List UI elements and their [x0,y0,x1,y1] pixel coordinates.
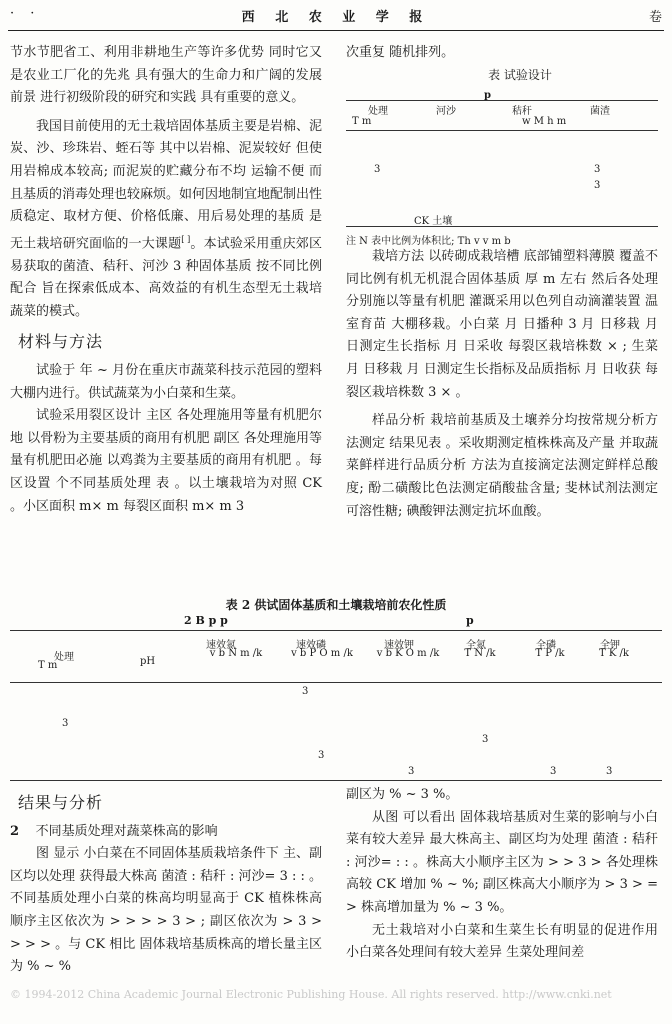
table-cell: 3 [550,766,557,777]
section-heading-results: 结果与分析 [18,793,104,812]
table-2-caption: 表 2 供试固体基质和土壤栽培前农化性质 [225,598,447,612]
reference-mark: [ ] [181,234,191,244]
section-heading-methods: 材料与方法 [18,332,104,352]
table-rule [346,130,658,131]
journal-title: 西 北 农 业 学 报 [241,10,431,25]
table-cell: 3 [594,180,601,191]
table-cell: 3 [606,766,613,777]
results-right-column [346,784,658,965]
paragraph [10,116,322,324]
table-rule [10,630,662,631]
table-cell: 3 [408,766,415,777]
table-header: 秸秆 [512,106,532,117]
table-header: 河沙 [436,106,456,117]
table-unit: v b N m /k [209,648,263,659]
table-header: 速效氮 [206,640,236,651]
paragraph: 样品分析 栽培前基质及土壤养分均按常规分析方法测定 结果见表 。采收期测定植株株高及产量 并取蔬菜鲜样进行品质分析 方法为直接滴定法测定鲜样总酸度; 酚二磺酸比色法测定硝酸盐含量; 斐林试剂法测定可溶性糖; 碘酸钾法测定抗坏血酸。 [346,413,658,519]
table-1 [346,66,664,83]
table-rule [346,226,658,227]
table-cell: 3 [374,164,381,175]
paragraph-text: 我国目前使用的无土栽培固体基质主要是岩棉、泥炭、沙、珍珠岩、蛭石等 其中以岩棉、泥炭较好 但使用岩棉成本较高; 而泥炭的贮藏分布不均 运输不便 而且基质的消毒处理也较麻烦。如何因地制宜地配制出性质稳定、取材方便、价格低廉、用后易处理的基质 是无土栽培研究面临的一大课题 [10,118,323,252]
paragraph-text: 。本试验采用重庆郊区易获取的菌渣、秸秆、河沙 3 种固体基质 按不同比例配合 旨在探索低成本、高效益的有机生态型无土栽培蔬菜的模式。 [10,236,322,319]
table-unit: T m [38,660,58,671]
table-header: 速效钾 [384,640,414,651]
right-column-methods [346,246,658,523]
left-column [10,42,322,518]
paragraph: 从图 可以看出 固体栽培基质对生菜的影响与小白菜有较大差异 最大株高主、副区均为处理 菌渣 : 秸秆 : 河沙= : : 。株高大小顺序主区为 > > 3 > 各处理株高较 CK 增加 % ~ %; 副区株高大小顺序为 > 3 > = > 株高增加量为 % ~ 3 %。 [346,809,658,915]
table-header: 全磷 [536,640,556,651]
paragraph: 无土栽培对小白菜和生菜生长有明显的促进作用 小白菜各处理间有较大差异 生菜处理间差 [346,922,658,961]
table-cell: 3 [62,718,69,729]
paragraph: 试验采用裂区设计 主区 各处理施用等量有机肥尔地 以骨粉为主要基质的商用有机肥 副区 各处理施用等量有机肥田必施 以鸡粪为主要基质的商用有机肥 。每区设置 个不同基质处理 表 。以土壤栽培为对照 CK 。小区面积 m× m 每裂区面积 m× m 3 [10,408,322,514]
paragraph: 节水节肥省工、利用非耕地生产等许多优势 同时它又是农业工厂化的先兆 具有强大的生命力和广阔的发展前景 进行初级阶段的研究和实践 具有重要的意义。 [10,45,322,106]
table-header: 全氮 [466,640,486,651]
table-ck-row: CK 土壤 [414,216,453,227]
subsection-title: 不同基质处理对蔬菜株高的影响 [35,823,218,839]
table-cell: 3 [302,686,309,697]
table-unit: v b P O m /k [291,648,353,659]
table-caption: 表 试验设计 [488,68,552,82]
table-subheader: w M h m [522,116,567,127]
table-cell: 3 [482,734,489,745]
volume-label: 卷 [648,10,662,25]
table-subheader: T m [352,116,372,127]
table-unit: T P /k [535,648,565,659]
table-cell: 3 [594,164,601,175]
table-rule [346,100,658,101]
table-subcaption: 2 B p p [184,614,228,627]
watermark: © 1994-2012 China Academic Journal Electronic Publishing House. All rights reserved. http://www.cnki.net [10,988,612,1001]
subsection-heading [10,821,322,844]
table-header: 全钾 [600,640,620,651]
table-subcaption: p [484,90,491,101]
page-number: · · [10,6,41,21]
subsection-number: 2 [10,823,20,839]
header-rule [8,30,664,31]
table-unit: T N /k [464,648,496,659]
table-unit: v b K O m /k [376,648,440,659]
table-header: 速效磷 [296,640,326,651]
table-header: 处理 [54,652,74,663]
table-header: 处理 [368,106,388,117]
table-cell: 3 [318,750,325,761]
table-subcaption: p [466,614,474,627]
paragraph: 副区为 % ~ 3 %。 [346,787,459,802]
table-note: 注 N 表中比例为体积比; Th v v m b [346,236,511,247]
paragraph: 次重复 随机排列。 [346,45,455,60]
table-unit: T K /k [599,648,629,659]
table-header: 菌渣 [590,106,610,117]
table-rule [10,682,662,683]
paragraph: 图 显示 小白菜在不同固体基质栽培条件下 主、副区均以处理 获得最大株高 菌渣 : 秸秆 : 河沙= 3 : : 。不同基质处理小白菜的株高均明显高于 CK 植株株高顺序主区依次为 > > > > 3 > ; 副区依次为 > 3 > > > > 。与 CK 相比 固体栽培基质株高的增长量主区为 % ~ % [10,846,323,975]
running-header [10,6,662,28]
paragraph: 栽培方法 以砖砌成栽培槽 底部铺塑料薄膜 覆盖不同比例有机无机混合固体基质 厚 m 左右 然后各处理分别施以等量有机肥 灌溉采用以色列自动滴灌装置 温室育苗 大棚移栽。小白菜 月 日播种 3 月 日移栽 月 日测定生长指标 月 日采收 每裂区栽培株数 × ; 生菜 月 日移栽 月 日测定生长指标及品质指标 月 日收获 每裂区栽培株数 3 × 。 [346,249,658,400]
table-header: pH [140,656,156,667]
table-rule [10,780,662,781]
results-left-column [10,790,322,979]
right-column-intro [346,42,658,65]
paragraph: 试验于 年 ~ 月份在重庆市蔬菜科技示范园的塑料大棚内进行。供试蔬菜为小白菜和生菜。 [10,363,322,401]
